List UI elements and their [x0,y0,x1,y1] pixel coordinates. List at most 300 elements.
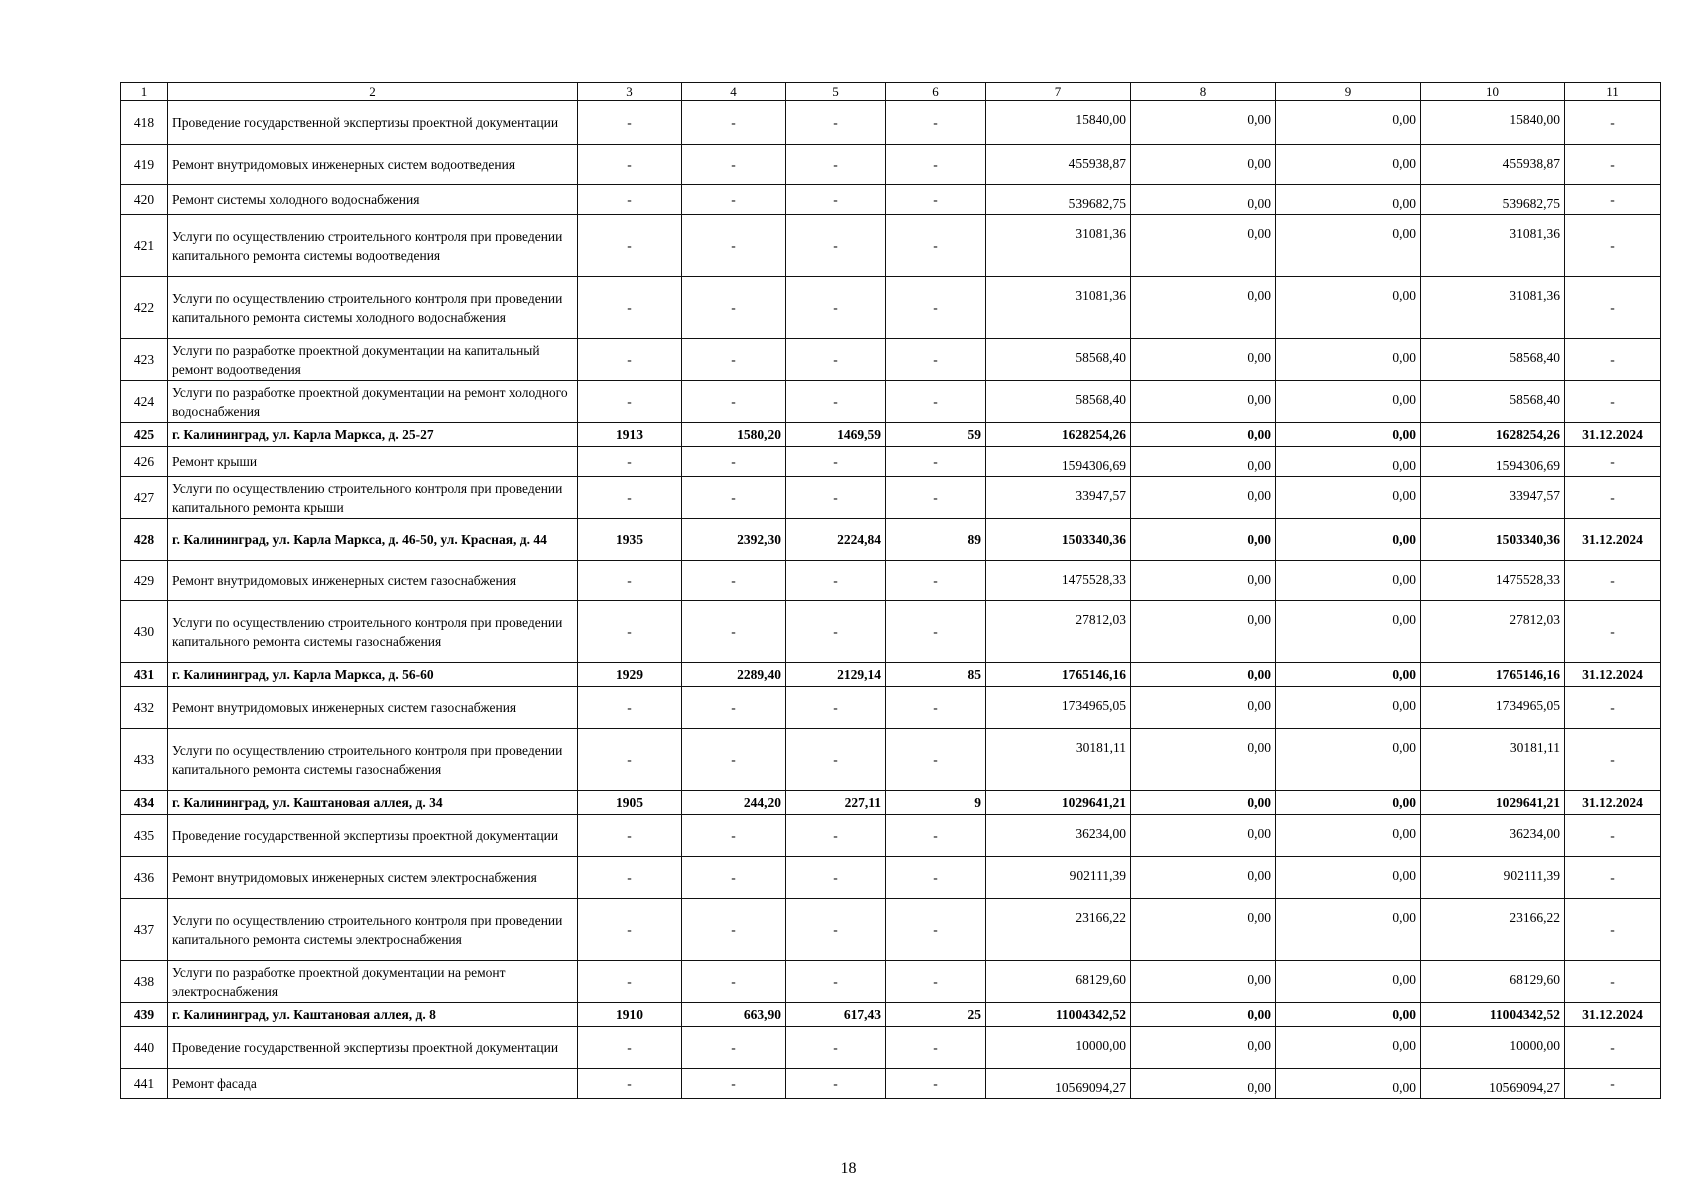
table-row [121,423,1661,447]
col-3-value: - [578,101,682,145]
col-11-value: - [1565,601,1661,663]
col-9-value: 0,00 [1276,185,1421,215]
col-7-value: 1029641,21 [986,791,1131,815]
page-number: 18 [840,1160,857,1177]
col-11-value: - [1565,1069,1661,1099]
col-4-value: - [682,447,786,477]
col-6-value: - [886,477,986,519]
col-5-value: - [786,815,886,857]
col-9-value: 0,00 [1276,423,1421,447]
col-3-value: - [578,729,682,791]
col-11-value: 31.12.2024 [1565,519,1661,561]
col-4-value: - [682,601,786,663]
work-description: Услуги по разработке проектной документации на капитальный ремонт водоотведения [168,339,578,381]
column-header: 5 [786,83,886,101]
col-3-value: - [578,277,682,339]
col-4-value: - [682,145,786,185]
col-9-value: 0,00 [1276,729,1421,791]
col-6-value: - [886,1027,986,1069]
col-3-value: - [578,1069,682,1099]
col-3-value: - [578,961,682,1003]
col-7-value: 455938,87 [986,145,1131,185]
col-6-value: 59 [886,423,986,447]
col-7-value: 27812,03 [986,601,1131,663]
col-4-value: - [682,477,786,519]
col-9-value: 0,00 [1276,519,1421,561]
table-header-row [121,83,1661,101]
col-3-value: - [578,381,682,423]
col-8-value: 0,00 [1131,185,1276,215]
work-description: г. Калининград, ул. Карла Маркса, д. 25-27 [168,423,578,447]
col-7-value: 36234,00 [986,815,1131,857]
col-6-value: - [886,339,986,381]
col-10-value: 1029641,21 [1421,791,1565,815]
col-4-value: 1580,20 [682,423,786,447]
repair-program-table [120,82,1661,1099]
col-5-value: - [786,277,886,339]
work-description: Услуги по осуществлению строительного контроля при проведении капитального ремонта системы холодного водоснабжения [168,277,578,339]
table-row [121,601,1661,663]
table-row [121,101,1661,145]
col-11-value: - [1565,477,1661,519]
col-4-value: - [682,185,786,215]
col-11-value: - [1565,899,1661,961]
col-7-value: 1503340,36 [986,519,1131,561]
col-7-value: 58568,40 [986,339,1131,381]
table-row [121,791,1661,815]
col-10-value: 58568,40 [1421,381,1565,423]
work-description: Услуги по осуществлению строительного контроля при проведении капитального ремонта крыши [168,477,578,519]
col-11-value: - [1565,815,1661,857]
col-8-value: 0,00 [1131,101,1276,145]
col-8-value: 0,00 [1131,561,1276,601]
col-7-value: 1475528,33 [986,561,1131,601]
col-3-value: - [578,185,682,215]
col-4-value: 2289,40 [682,663,786,687]
col-6-value: - [886,381,986,423]
row-number: 439 [121,1003,168,1027]
col-4-value: - [682,1027,786,1069]
col-10-value: 1503340,36 [1421,519,1565,561]
col-7-value: 58568,40 [986,381,1131,423]
col-3-value: 1910 [578,1003,682,1027]
col-3-value: - [578,815,682,857]
col-8-value: 0,00 [1131,477,1276,519]
col-7-value: 30181,11 [986,729,1131,791]
col-10-value: 11004342,52 [1421,1003,1565,1027]
col-9-value: 0,00 [1276,561,1421,601]
col-8-value: 0,00 [1131,1069,1276,1099]
work-description: Проведение государственной экспертизы проектной документации [168,101,578,145]
col-8-value: 0,00 [1131,791,1276,815]
column-header: 7 [986,83,1131,101]
col-6-value: - [886,961,986,1003]
col-4-value: - [682,961,786,1003]
row-number: 437 [121,899,168,961]
table-row [121,1003,1661,1027]
work-description: Проведение государственной экспертизы проектной документации [168,815,578,857]
col-4-value: - [682,729,786,791]
col-5-value: - [786,601,886,663]
work-description: г. Калининград, ул. Карла Маркса, д. 56-60 [168,663,578,687]
row-number: 425 [121,423,168,447]
col-5-value: 227,11 [786,791,886,815]
col-3-value: 1905 [578,791,682,815]
col-6-value: - [886,101,986,145]
col-9-value: 0,00 [1276,1069,1421,1099]
col-7-value: 10000,00 [986,1027,1131,1069]
document-sheet [120,82,1660,1099]
col-5-value: - [786,687,886,729]
work-description: Ремонт крыши [168,447,578,477]
column-header: 2 [168,83,578,101]
table-row [121,729,1661,791]
col-5-value: - [786,857,886,899]
col-7-value: 68129,60 [986,961,1131,1003]
col-9-value: 0,00 [1276,215,1421,277]
col-4-value: - [682,857,786,899]
col-8-value: 0,00 [1131,423,1276,447]
row-number: 429 [121,561,168,601]
col-6-value: - [886,857,986,899]
col-9-value: 0,00 [1276,447,1421,477]
col-10-value: 23166,22 [1421,899,1565,961]
column-header: 9 [1276,83,1421,101]
col-9-value: 0,00 [1276,815,1421,857]
col-8-value: 0,00 [1131,857,1276,899]
col-7-value: 23166,22 [986,899,1131,961]
col-4-value: - [682,687,786,729]
table-row [121,687,1661,729]
col-4-value: 244,20 [682,791,786,815]
col-11-value: - [1565,381,1661,423]
work-description: Услуги по осуществлению строительного контроля при проведении капитального ремонта системы электроснабжения [168,899,578,961]
work-description: г. Калининград, ул. Каштановая аллея, д. 8 [168,1003,578,1027]
col-3-value: - [578,899,682,961]
table-row [121,815,1661,857]
col-9-value: 0,00 [1276,687,1421,729]
col-5-value: - [786,339,886,381]
col-6-value: - [886,561,986,601]
row-number: 424 [121,381,168,423]
col-9-value: 0,00 [1276,381,1421,423]
table-row [121,339,1661,381]
col-8-value: 0,00 [1131,145,1276,185]
work-description: г. Калининград, ул. Карла Маркса, д. 46-50, ул. Красная, д. 44 [168,519,578,561]
table-row [121,185,1661,215]
col-4-value: - [682,339,786,381]
col-7-value: 1734965,05 [986,687,1131,729]
table-row [121,277,1661,339]
col-3-value: - [578,339,682,381]
col-5-value: - [786,447,886,477]
col-10-value: 539682,75 [1421,185,1565,215]
col-9-value: 0,00 [1276,857,1421,899]
col-11-value: - [1565,339,1661,381]
col-7-value: 1765146,16 [986,663,1131,687]
col-8-value: 0,00 [1131,447,1276,477]
column-header: 11 [1565,83,1661,101]
col-5-value: - [786,1027,886,1069]
col-7-value: 33947,57 [986,477,1131,519]
col-6-value: - [886,215,986,277]
col-7-value: 15840,00 [986,101,1131,145]
col-3-value: - [578,145,682,185]
col-3-value: - [578,215,682,277]
table-row [121,447,1661,477]
col-3-value: - [578,857,682,899]
col-6-value: - [886,447,986,477]
col-8-value: 0,00 [1131,687,1276,729]
col-8-value: 0,00 [1131,1003,1276,1027]
col-8-value: 0,00 [1131,961,1276,1003]
col-11-value: 31.12.2024 [1565,663,1661,687]
table-body [121,83,1661,1099]
row-number: 433 [121,729,168,791]
col-9-value: 0,00 [1276,145,1421,185]
table-row [121,1069,1661,1099]
row-number: 426 [121,447,168,477]
col-10-value: 31081,36 [1421,277,1565,339]
column-header: 6 [886,83,986,101]
row-number: 423 [121,339,168,381]
col-11-value: - [1565,277,1661,339]
row-number: 422 [121,277,168,339]
col-3-value: - [578,1027,682,1069]
col-10-value: 58568,40 [1421,339,1565,381]
row-number: 435 [121,815,168,857]
col-8-value: 0,00 [1131,815,1276,857]
col-9-value: 0,00 [1276,1027,1421,1069]
row-number: 430 [121,601,168,663]
col-11-value: - [1565,185,1661,215]
col-3-value: 1929 [578,663,682,687]
col-5-value: 1469,59 [786,423,886,447]
col-5-value: - [786,1069,886,1099]
row-number: 421 [121,215,168,277]
col-5-value: 617,43 [786,1003,886,1027]
row-number: 440 [121,1027,168,1069]
table-row [121,381,1661,423]
col-10-value: 33947,57 [1421,477,1565,519]
col-5-value: 2129,14 [786,663,886,687]
row-number: 436 [121,857,168,899]
col-9-value: 0,00 [1276,961,1421,1003]
col-6-value: - [886,729,986,791]
col-3-value: 1935 [578,519,682,561]
col-7-value: 10569094,27 [986,1069,1131,1099]
col-9-value: 0,00 [1276,101,1421,145]
col-10-value: 10000,00 [1421,1027,1565,1069]
col-9-value: 0,00 [1276,1003,1421,1027]
col-5-value: - [786,561,886,601]
col-10-value: 1734965,05 [1421,687,1565,729]
col-4-value: 2392,30 [682,519,786,561]
col-10-value: 1594306,69 [1421,447,1565,477]
col-6-value: - [886,277,986,339]
col-9-value: 0,00 [1276,477,1421,519]
col-9-value: 0,00 [1276,899,1421,961]
work-description: Ремонт внутридомовых инженерных систем газоснабжения [168,561,578,601]
table-row [121,215,1661,277]
col-3-value: - [578,477,682,519]
row-number: 434 [121,791,168,815]
table-row [121,663,1661,687]
row-number: 418 [121,101,168,145]
col-11-value: - [1565,101,1661,145]
col-6-value: - [886,899,986,961]
col-5-value: - [786,477,886,519]
col-4-value: - [682,277,786,339]
col-10-value: 1628254,26 [1421,423,1565,447]
col-7-value: 11004342,52 [986,1003,1131,1027]
row-number: 432 [121,687,168,729]
col-5-value: - [786,961,886,1003]
work-description: Услуги по разработке проектной документации на ремонт холодного водоснабжения [168,381,578,423]
col-6-value: - [886,815,986,857]
col-5-value: 2224,84 [786,519,886,561]
col-11-value: - [1565,447,1661,477]
col-6-value: - [886,687,986,729]
col-4-value: - [682,215,786,277]
col-4-value: - [682,381,786,423]
table-row [121,145,1661,185]
col-6-value: 9 [886,791,986,815]
work-description: Ремонт внутридомовых инженерных систем электроснабжения [168,857,578,899]
col-3-value: - [578,601,682,663]
column-header: 4 [682,83,786,101]
col-10-value: 30181,11 [1421,729,1565,791]
col-4-value: - [682,1069,786,1099]
col-9-value: 0,00 [1276,663,1421,687]
col-8-value: 0,00 [1131,601,1276,663]
col-11-value: 31.12.2024 [1565,791,1661,815]
col-5-value: - [786,101,886,145]
col-11-value: 31.12.2024 [1565,423,1661,447]
col-10-value: 10569094,27 [1421,1069,1565,1099]
col-8-value: 0,00 [1131,339,1276,381]
table-row [121,477,1661,519]
col-3-value: - [578,447,682,477]
row-number: 431 [121,663,168,687]
col-4-value: - [682,561,786,601]
work-description: Ремонт внутридомовых инженерных систем газоснабжения [168,687,578,729]
col-9-value: 0,00 [1276,339,1421,381]
col-6-value: - [886,1069,986,1099]
table-row [121,899,1661,961]
col-8-value: 0,00 [1131,729,1276,791]
col-11-value: - [1565,1027,1661,1069]
col-11-value: 31.12.2024 [1565,1003,1661,1027]
col-4-value: - [682,815,786,857]
col-11-value: - [1565,145,1661,185]
column-header: 1 [121,83,168,101]
col-11-value: - [1565,961,1661,1003]
col-5-value: - [786,185,886,215]
row-number: 441 [121,1069,168,1099]
work-description: Ремонт системы холодного водоснабжения [168,185,578,215]
col-7-value: 1628254,26 [986,423,1131,447]
col-5-value: - [786,145,886,185]
col-5-value: - [786,381,886,423]
row-number: 428 [121,519,168,561]
work-description: Услуги по осуществлению строительного контроля при проведении капитального ремонта системы газоснабжения [168,729,578,791]
col-11-value: - [1565,857,1661,899]
col-6-value: 85 [886,663,986,687]
col-7-value: 31081,36 [986,215,1131,277]
col-4-value: 663,90 [682,1003,786,1027]
col-8-value: 0,00 [1131,1027,1276,1069]
col-10-value: 1765146,16 [1421,663,1565,687]
col-5-value: - [786,215,886,277]
col-10-value: 15840,00 [1421,101,1565,145]
col-4-value: - [682,899,786,961]
col-6-value: 89 [886,519,986,561]
work-description: Услуги по осуществлению строительного контроля при проведении капитального ремонта системы водоотведения [168,215,578,277]
table-row [121,519,1661,561]
col-7-value: 902111,39 [986,857,1131,899]
work-description: Ремонт внутридомовых инженерных систем водоотведения [168,145,578,185]
col-11-value: - [1565,561,1661,601]
work-description: Проведение государственной экспертизы проектной документации [168,1027,578,1069]
col-10-value: 31081,36 [1421,215,1565,277]
table-row [121,1027,1661,1069]
col-7-value: 31081,36 [986,277,1131,339]
row-number: 427 [121,477,168,519]
col-5-value: - [786,899,886,961]
col-8-value: 0,00 [1131,381,1276,423]
col-7-value: 1594306,69 [986,447,1131,477]
column-header: 3 [578,83,682,101]
column-header: 8 [1131,83,1276,101]
row-number: 420 [121,185,168,215]
column-header: 10 [1421,83,1565,101]
col-10-value: 68129,60 [1421,961,1565,1003]
row-number: 419 [121,145,168,185]
col-7-value: 539682,75 [986,185,1131,215]
col-8-value: 0,00 [1131,519,1276,561]
work-description: Услуги по осуществлению строительного контроля при проведении капитального ремонта системы газоснабжения [168,601,578,663]
table-row [121,561,1661,601]
col-4-value: - [682,101,786,145]
col-8-value: 0,00 [1131,663,1276,687]
table-row [121,961,1661,1003]
col-10-value: 36234,00 [1421,815,1565,857]
col-11-value: - [1565,729,1661,791]
col-9-value: 0,00 [1276,601,1421,663]
col-11-value: - [1565,687,1661,729]
col-8-value: 0,00 [1131,277,1276,339]
col-6-value: 25 [886,1003,986,1027]
work-description: г. Калининград, ул. Каштановая аллея, д. 34 [168,791,578,815]
col-8-value: 0,00 [1131,215,1276,277]
col-5-value: - [786,729,886,791]
work-description: Ремонт фасада [168,1069,578,1099]
col-3-value: - [578,561,682,601]
col-9-value: 0,00 [1276,277,1421,339]
col-10-value: 455938,87 [1421,145,1565,185]
col-8-value: 0,00 [1131,899,1276,961]
col-11-value: - [1565,215,1661,277]
col-6-value: - [886,601,986,663]
col-10-value: 27812,03 [1421,601,1565,663]
table-row [121,857,1661,899]
col-9-value: 0,00 [1276,791,1421,815]
col-10-value: 902111,39 [1421,857,1565,899]
col-3-value: 1913 [578,423,682,447]
col-3-value: - [578,687,682,729]
row-number: 438 [121,961,168,1003]
